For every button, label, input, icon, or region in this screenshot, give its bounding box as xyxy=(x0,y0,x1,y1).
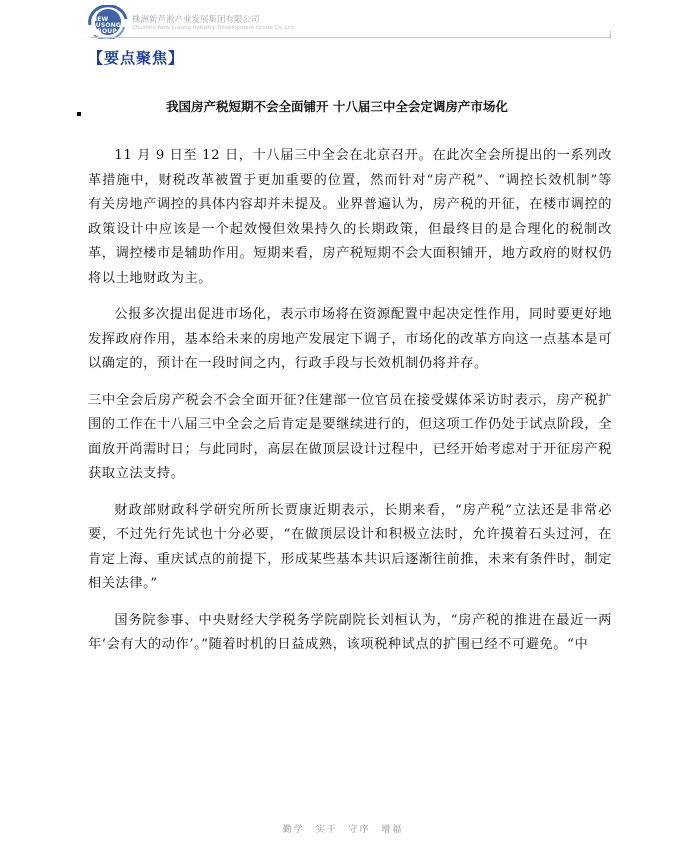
article-title: 我国房产税短期不会全面铺开 十八届三中全会定调房产市场化 xyxy=(166,99,508,114)
footer-motto: 勤学 实干 守序 增福 xyxy=(282,825,404,835)
paragraph: 国务院参事、中央财经大学税务学院副院长刘桓认为，“房产税的推进在最近一两年‘会有大的动作’。”随着时机的日益成熟，该项税种试点的扩围已经不可避免。“中 xyxy=(88,612,612,652)
header-corner-mark xyxy=(604,31,611,38)
section-tag: 【要点聚焦】 xyxy=(88,49,185,67)
paragraph: 财政部财政科学研究所所长贾康近期表示，长期来看，“房产税”立法还是非常必要，不过先行先试也十分必要，“在做顶层设计和积极立法时，允许摸着石头过河，在肯定上海、重庆试点的前提下，形成某些基本共识后逐渐往前推，未来有条件时，制定相关法律。” xyxy=(88,502,612,591)
company-header xyxy=(88,5,388,39)
logo-text-line1: NEW xyxy=(92,16,109,23)
logo-text xyxy=(92,17,121,35)
paragraph: 三中全会后房产税会不会全面开征?住建部一位官员在接受媒体采访时表示，房产税扩围的工作在十八届三中全会之后肯定是要继续进行的，但这项工作仍处于试点阶段，全面放开尚需时日；与此同时，高层在做顶层设计过程中，已经开始考虑对于开征房产税获取立法支持。 xyxy=(88,392,612,481)
company-name-cn: 株洲新芦淞产业发展集团有限公司 xyxy=(132,15,260,25)
header-divider xyxy=(90,37,604,38)
logo-text-line2: LUSONG xyxy=(92,22,122,29)
company-name-en: Zhuzhou New Lusong Industry Development Group Co.,Ltd xyxy=(132,25,294,31)
logo-text-line3: GROUP xyxy=(92,28,117,35)
bullet-icon xyxy=(77,112,81,116)
paragraph: 公报多次提出促进市场化，表示市场将在资源配置中起决定性作用，同时要更好地发挥政府作用，基本给未来的房地产发展定下调子，市场化的改革方向这一点基本是可以确定的，预计在一段时间之内，行政手段与长效机制仍将并存。 xyxy=(88,307,612,371)
article-body xyxy=(88,144,612,670)
paragraph: 11 月 9 日至 12 日，十八届三中全会在北京召开。在此次全会所提出的一系列改革措施中，财税改革被置于更加重要的位置，然而针对“房产税”、“调控长效机制”等有关房地产调控的具体内容却并未提及。业界普遍认为，房产税的开征，在楼市调控的政策设计中应该是一个起效慢但效果持久的长期政策，但最终目的是合理化的税制改革，调控楼市是辅助作用。短期来看，房产税短期不会大面积铺开，地方政府的财权仍将以土地财政为主。 xyxy=(88,148,612,286)
